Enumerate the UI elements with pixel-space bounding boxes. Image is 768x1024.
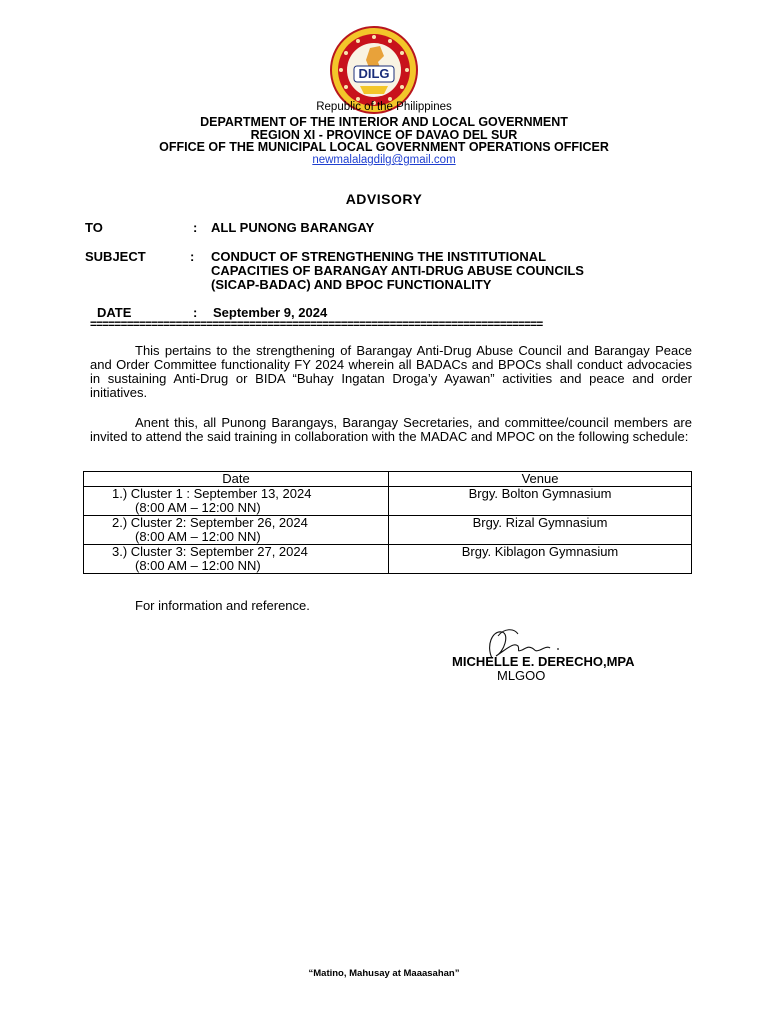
subject-line-3: (SICAP-BADAC) AND BPOC FUNCTIONALITY	[211, 277, 492, 292]
date-cell	[84, 545, 389, 574]
header-venue: Venue	[389, 472, 692, 487]
separator-line: ==========================================================================	[90, 319, 543, 331]
cluster-date: 1.) Cluster 1 : September 13, 2024	[112, 486, 312, 501]
signatory-position: MLGOO	[497, 668, 546, 683]
subject-colon: :	[190, 249, 195, 264]
subject-label: SUBJECT	[85, 249, 146, 264]
cluster-date: 3.) Cluster 3: September 27, 2024	[112, 544, 308, 559]
republic-line: Republic of the Philippines	[316, 101, 452, 113]
logo-text: DILG	[358, 66, 390, 81]
department-name: DEPARTMENT OF THE INTERIOR AND LOCAL GOVERNMENT	[200, 115, 568, 129]
date-value: September 9, 2024	[213, 305, 328, 320]
cluster-time: (8:00 AM – 12:00 NN)	[135, 529, 261, 544]
date-cell	[84, 516, 389, 545]
venue-cell: Brgy. Bolton Gymnasium	[389, 487, 692, 516]
office-line: OFFICE OF THE MUNICIPAL LOCAL GOVERNMENT OPERATIONS OFFICER	[159, 140, 609, 154]
cluster-time: (8:00 AM – 12:00 NN)	[135, 558, 261, 573]
date-cell	[84, 487, 389, 516]
closing-line: For information and reference.	[135, 598, 310, 613]
email-link[interactable]: newmalalagdilg@gmail.com	[312, 154, 456, 166]
date-colon: :	[193, 305, 198, 320]
body-paragraph-2: Anent this, all Punong Barangays, Barangay Secretaries, and committee/council members are invited to attend the said training in collaboration with the MADAC and MPOC on the following schedule:	[90, 415, 692, 444]
subject-line-2: CAPACITIES OF BARANGAY ANTI-DRUG ABUSE COUNCILS	[211, 263, 584, 278]
cluster-date: 2.) Cluster 2: September 26, 2024	[112, 515, 308, 530]
table-row	[84, 516, 692, 545]
header-date: Date	[84, 472, 389, 487]
table-row	[84, 487, 692, 516]
venue-cell: Brgy. Kiblagon Gymnasium	[389, 545, 692, 574]
schedule-table	[83, 471, 692, 574]
signatory-name: MICHELLE E. DERECHO,MPA	[452, 654, 635, 669]
venue-cell: Brgy. Rizal Gymnasium	[389, 516, 692, 545]
date-label: DATE	[97, 305, 132, 320]
advisory-title: ADVISORY	[345, 191, 423, 207]
cluster-time: (8:00 AM – 12:00 NN)	[135, 500, 261, 515]
footer-motto: “Matino, Mahusay at Maaasahan”	[308, 968, 460, 979]
to-value: ALL PUNONG BARANGAY	[211, 220, 375, 235]
body-paragraph-1: This pertains to the strengthening of Barangay Anti-Drug Abuse Council and Barangay Peace and Order Committee functionality FY 2024 wherein all BADACs and BPOCs shall conduct advocacies in sustaining Anti-Drug or BIDA “Buhay Ingatan Droga’y Ayawan” activities and peace and order initiatives.	[90, 343, 692, 400]
region-line: REGION XI - PROVINCE OF DAVAO DEL SUR	[250, 127, 518, 142]
table-row	[84, 545, 692, 574]
table-header-row	[84, 472, 692, 487]
subject-line-1: CONDUCT OF STRENGTHENING THE INSTITUTIONAL	[211, 249, 547, 264]
to-colon: :	[193, 220, 198, 235]
to-label: TO	[85, 220, 103, 235]
